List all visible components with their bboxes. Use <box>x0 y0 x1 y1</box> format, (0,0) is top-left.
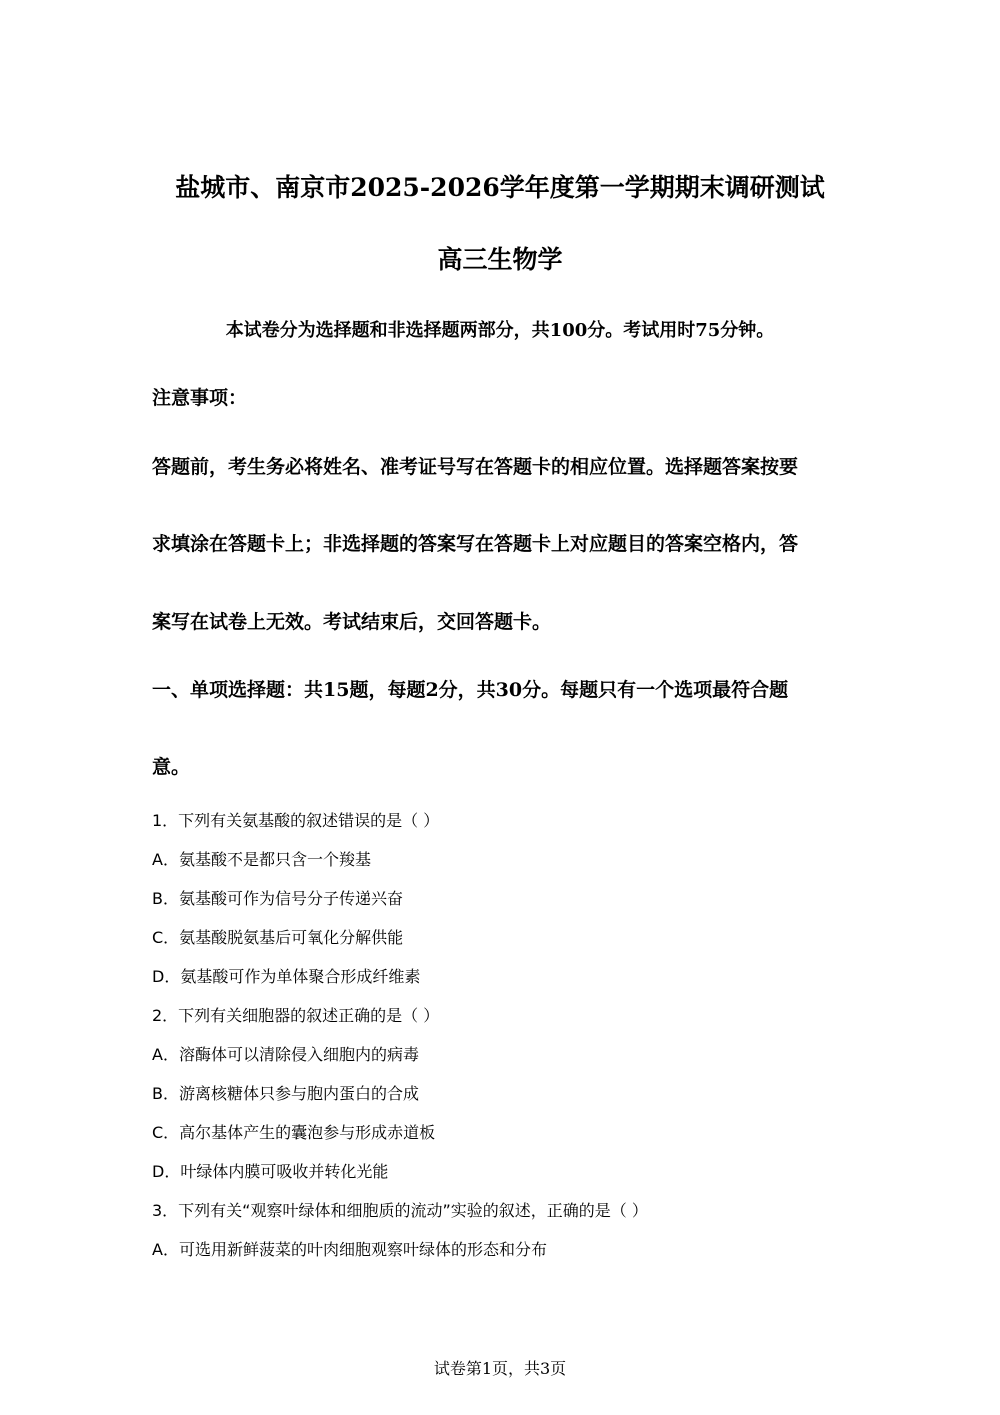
notice-line: 案写在试卷上无效。考试结束后，交回答题卡。 <box>152 611 552 633</box>
question-stem: 1．下列有关氨基酸的叙述错误的是（ ） <box>152 811 440 830</box>
question-option: C．氨基酸脱氨基后可氧化分解供能 <box>152 928 404 947</box>
section-heading: 一、单项选择题：共15题，每题2分，共30分。每题只有一个选项最符合题 <box>152 679 789 701</box>
exam-title: 盐城市、南京市2025-2026学年度第一学期期末调研测试 <box>175 173 825 202</box>
section-heading-continued: 意。 <box>152 756 191 778</box>
exam-intro: 本试卷分为选择题和非选择题两部分，共100分。考试用时75分钟。 <box>225 320 775 341</box>
question-stem: 2．下列有关细胞器的叙述正确的是（ ） <box>152 1006 440 1025</box>
question-option: D．氨基酸可作为单体聚合形成纤维素 <box>152 967 421 986</box>
question-option: A．可选用新鲜菠菜的叶肉细胞观察叶绿体的形态和分布 <box>152 1240 547 1259</box>
exam-subject: 高三生物学 <box>437 245 563 274</box>
question-option: D．叶绿体内膜可吸收并转化光能 <box>152 1162 389 1181</box>
question-option: A．溶酶体可以清除侵入细胞内的病毒 <box>152 1045 419 1064</box>
notice-line: 答题前，考生务必将姓名、准考证号写在答题卡的相应位置。选择题答案按要 <box>152 456 799 478</box>
question-stem: 3．下列有关“观察叶绿体和细胞质的流动”实验的叙述，正确的是（ ） <box>152 1201 648 1220</box>
question-option: A．氨基酸不是都只含一个羧基 <box>152 850 371 869</box>
notice-line: 求填涂在答题卡上；非选择题的答案写在答题卡上对应题目的答案空格内，答 <box>152 533 799 555</box>
notice-heading: 注意事项： <box>152 387 248 409</box>
question-option: B．氨基酸可作为信号分子传递兴奋 <box>152 889 403 908</box>
question-option: B．游离核糖体只参与胞内蛋白的合成 <box>152 1084 419 1103</box>
page-footer: 试卷第1页，共3页 <box>433 1359 567 1378</box>
question-option: C．高尔基体产生的囊泡参与形成赤道板 <box>152 1123 436 1142</box>
